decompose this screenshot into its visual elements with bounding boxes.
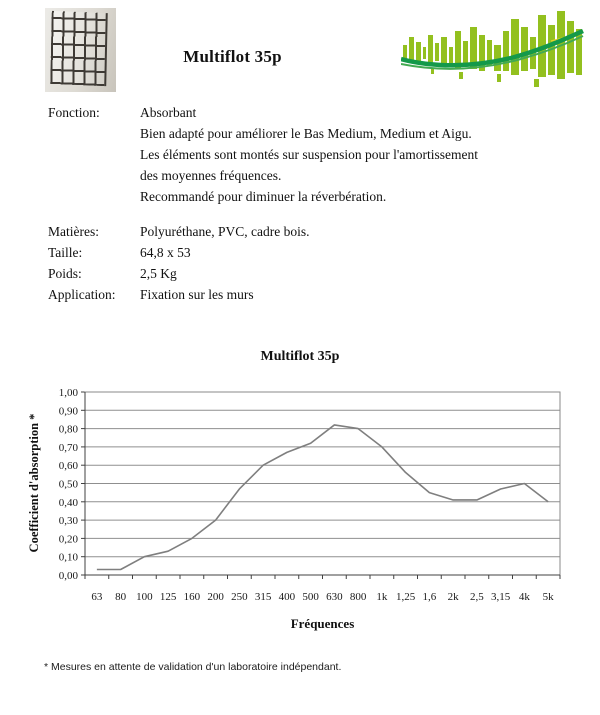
svg-text:0,80: 0,80 [58,423,78,436]
svg-text:63: 63 [91,591,103,603]
svg-text:125: 125 [159,591,177,603]
acoustic-panel-grid-image [50,11,107,86]
svg-text:630: 630 [326,591,343,603]
svg-text:0,00: 0,00 [58,570,78,582]
chart-x-axis-title: Fréquences [290,616,355,631]
product-photo [45,8,116,92]
svg-text:80: 80 [115,591,127,603]
svg-text:1,6: 1,6 [422,591,437,603]
fonction-line: Absorbant [140,105,197,120]
page-title: Multiflot 35p [183,47,282,66]
chart-title: Multiflot 35p [260,349,340,364]
svg-text:0,70: 0,70 [58,441,78,454]
spec-value-application: Fixation sur les murs [140,287,254,302]
brand-logo-equalizer-icon [401,9,585,89]
svg-text:0,40: 0,40 [58,496,78,509]
svg-text:0,20: 0,20 [58,533,78,546]
svg-text:250: 250 [231,591,248,603]
chart-y-axis-title: Coefficient d'absorption * [27,413,41,553]
svg-text:500: 500 [302,591,319,603]
absorption-chart [0,380,600,615]
svg-text:3,15: 3,15 [491,591,511,603]
svg-text:1,25: 1,25 [396,591,416,603]
spec-value-matieres: Polyuréthane, PVC, cadre bois. [140,224,310,239]
svg-text:2,5: 2,5 [470,591,484,603]
spec-value-poids: 2,5 Kg [140,266,177,281]
fonction-line: Bien adapté pour améliorer le Bas Medium, Medium et Aigu. [140,126,472,141]
spec-label-matieres: Matières: [48,224,99,239]
svg-text:5k: 5k [542,591,554,603]
svg-text:0,30: 0,30 [58,515,78,528]
svg-text:1,00: 1,00 [58,387,78,399]
footnote-measurements: * Mesures en attente de validation d'un laboratoire indépendant. [44,661,342,673]
spec-value-taille: 64,8 x 53 [140,245,191,260]
svg-text:400: 400 [278,591,296,603]
svg-text:800: 800 [349,591,367,603]
fonction-line: des moyennes fréquences. [140,168,282,183]
spec-label-fonction: Fonction: [48,105,100,120]
svg-text:0,10: 0,10 [58,551,78,564]
spec-label-application: Application: [48,287,116,302]
svg-text:1k: 1k [376,591,388,603]
svg-text:0,90: 0,90 [58,405,78,418]
svg-text:2k: 2k [447,591,459,603]
spec-label-poids: Poids: [48,266,82,281]
svg-text:160: 160 [183,591,201,603]
fonction-line: Recommandé pour diminuer la réverbération. [140,189,387,204]
svg-text:100: 100 [136,591,153,603]
svg-text:315: 315 [254,591,272,603]
svg-text:0,50: 0,50 [58,478,78,491]
spec-value-fonction [140,102,560,207]
svg-text:4k: 4k [518,591,530,603]
fonction-line: Les éléments sont montés sur suspension pour l'amortissement [140,147,479,162]
svg-text:0,60: 0,60 [58,460,78,473]
svg-text:200: 200 [207,591,224,603]
spec-label-taille: Taille: [48,245,83,260]
